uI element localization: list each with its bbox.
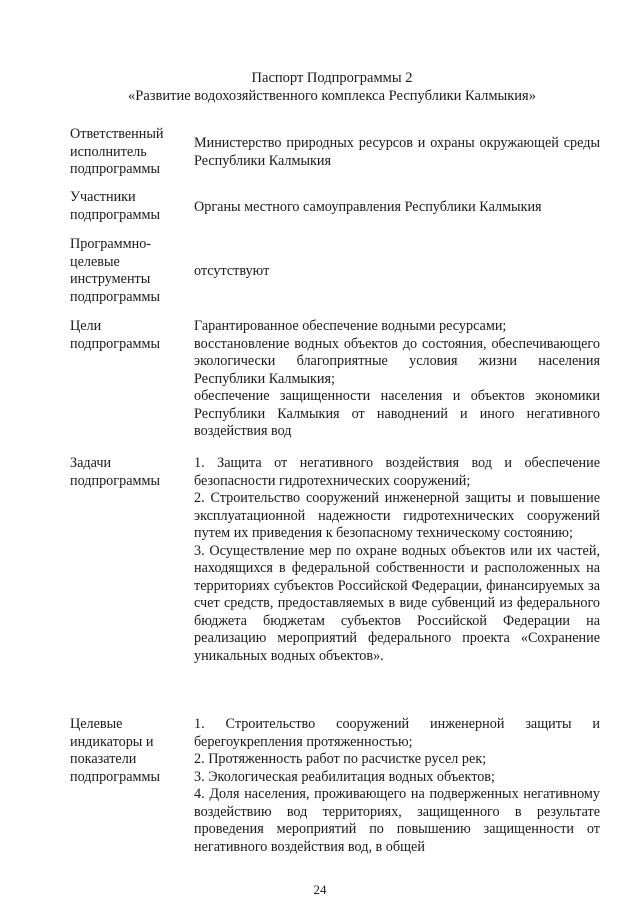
content-paragraph: Гарантированное обеспечение водными ресурсами; (194, 318, 507, 334)
title-line-1: Паспорт Подпрограммы 2 (251, 70, 413, 86)
label-line: целевые (70, 253, 120, 270)
content-paragraph: Органы местного самоуправления Республики Калмыкия (194, 199, 542, 215)
row-label (70, 318, 185, 353)
label-line: подпрограммы (70, 472, 160, 489)
label-line: Целевые (70, 716, 123, 732)
content-paragraph: 4. Доля населения, проживающего на подверженных негативному воздействию вод территориях, защищенного в результате проведения мероприятий по повышению защищенности от негативного воздействия вод, в общей (194, 786, 600, 855)
row-label (70, 455, 185, 490)
row-content (194, 716, 600, 856)
content-paragraph: 1. Строительство сооружений инженерной защиты и берегоукрепления протяженностью; (194, 716, 600, 750)
content-paragraph: 3. Осуществление мер по охране водных объектов или их частей, находящихся в федеральной собственности и расположенных на территориях субъектов Российской Федерации, финансируемых за счет средств, предоставляемых в виде субвенций из федерального бюджета бюджетам субъектов Российской Федерации на реализацию мероприятий федерального проекта «Сохранение уникальных водных объектов». (194, 542, 600, 664)
content-paragraph: Министерство природных ресурсов и охраны окружающей среды Республики Калмыкия (194, 135, 600, 169)
row-label (70, 716, 185, 786)
label-line: показатели (70, 751, 137, 767)
row-content (194, 199, 600, 217)
label-line: индикаторы и (70, 733, 154, 750)
label-line: Участники (70, 189, 136, 205)
row-content (194, 455, 600, 665)
row-label (70, 126, 185, 179)
label-line: подпрограммы (70, 288, 160, 305)
label-line: Ответственный (70, 126, 164, 142)
content-paragraph: обеспечение защищенности населения и объектов экономики Республики Калмыкия от наводнений и иного негативного воздействия вод (194, 388, 600, 439)
label-line: Цели (70, 318, 102, 334)
content-paragraph: 3. Экологическая реабилитация водных объектов; (194, 768, 495, 785)
label-line: подпрограммы (70, 768, 160, 785)
content-paragraph: 2. Строительство сооружений инженерной защиты и повышение эксплуатационной надежности гидротехнических сооружений путем их приведения к безопасному техническому состоянию; (194, 490, 600, 541)
content-paragraph: отсутствуют (194, 263, 270, 279)
title-line-2: «Развитие водохозяйственного комплекса Республики Калмыкия» (128, 88, 536, 104)
content-paragraph: 2. Протяженность работ по расчистке русел рек; (194, 751, 487, 767)
content-paragraph: восстановление водных объектов до состояния, обеспечивающего экологически благоприятные условия жизни населения Республики Калмыкия; (194, 335, 600, 387)
label-line: подпрограммы (70, 206, 160, 223)
content-paragraph: 1. Защита от негативного воздействия вод и обеспечение безопасности гидротехнических сооружений; (194, 455, 600, 489)
page-number: 24 (313, 882, 327, 897)
document-title (0, 69, 640, 105)
row-label (70, 189, 185, 224)
label-line: подпрограммы (70, 161, 160, 177)
label-line: инструменты (70, 271, 151, 287)
label-line: подпрограммы (70, 335, 160, 352)
label-line: Программно- (70, 236, 152, 252)
row-content (194, 318, 600, 441)
row-content (194, 263, 600, 281)
row-content (194, 135, 600, 170)
label-line: исполнитель (70, 143, 147, 160)
row-label (70, 236, 185, 306)
label-line: Задачи (70, 455, 112, 471)
